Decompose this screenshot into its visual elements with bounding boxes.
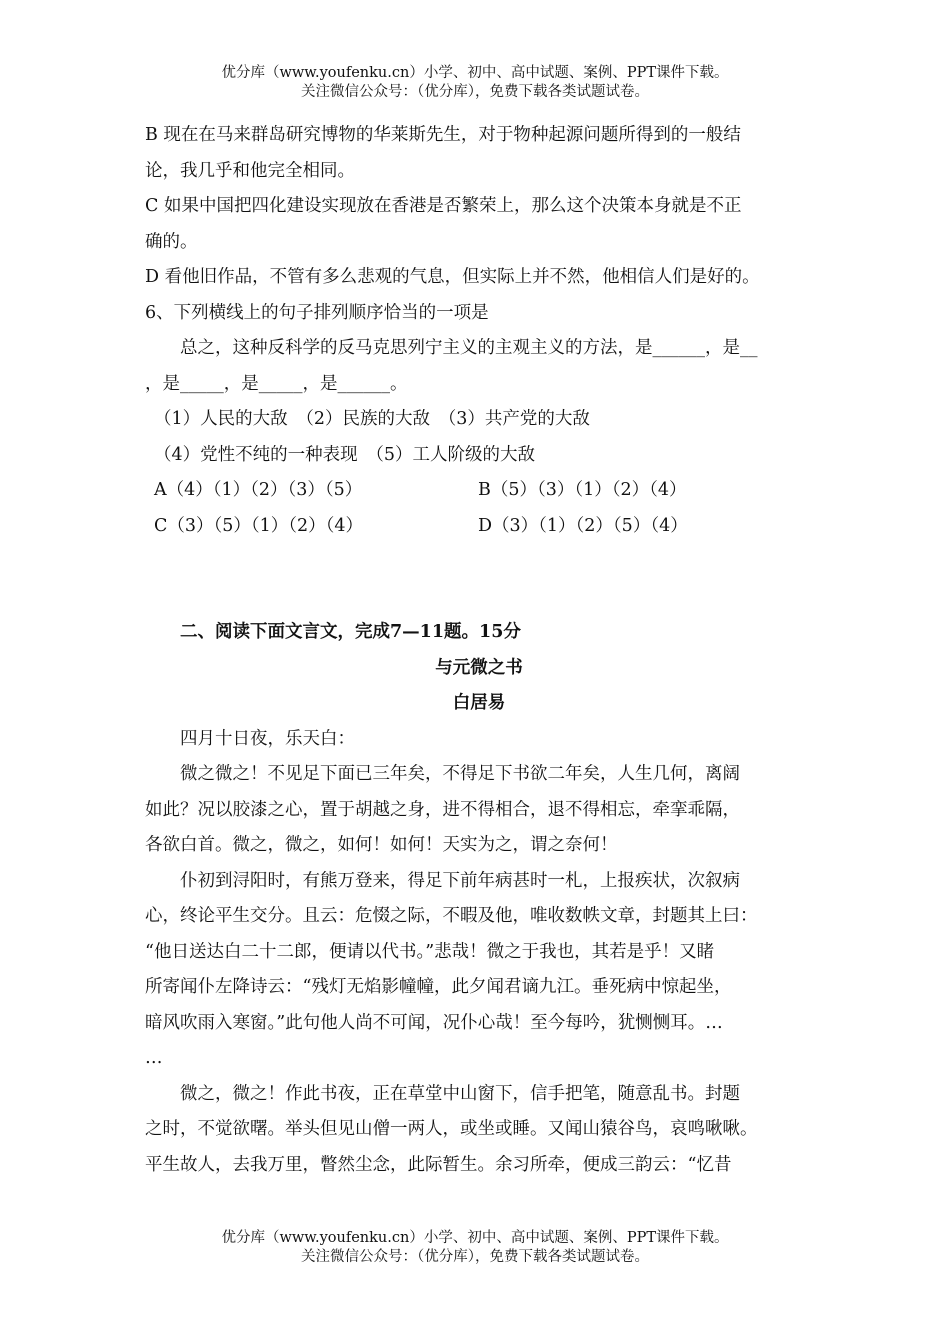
page-header: [0, 64, 950, 102]
q6-option-a: A（4）（1）（2）（3）（5）: [154, 480, 363, 500]
passage-line: “他日送达白二十二郎，便请以代书。”悲哉！微之于我也，其若是乎！又睹: [145, 941, 715, 962]
passage-line: 如此？况以胶漆之心，置于胡越之身，进不得相合，退不得相忘，牵挛乖隔，: [145, 799, 740, 820]
passage-title: 与元微之书: [435, 657, 523, 678]
footer-line-2: 关注微信公众号：（优分库），免费下载各类试题试卷。: [301, 1249, 649, 1265]
passage-line: 所寄闻仆左降诗云：“残灯无焰影幢幢，此夕闻君谪九江。垂死病中惊起坐，: [145, 977, 732, 997]
q5-option-c-line2: 确的。: [145, 231, 198, 252]
passage-line: …: [145, 1048, 163, 1068]
passage-line: 各欲白首。微之，微之，如何！如何！天实为之，谓之奈何！: [145, 835, 618, 855]
spacer: [145, 544, 813, 615]
q6-items-line1: （1）人民的大敌 （2）民族的大敌 （3）共产党的大敌: [154, 409, 590, 429]
q6-options-row2: [145, 509, 813, 545]
q6-option-b: B（5）（3）（1）（2）（4）: [478, 480, 687, 500]
passage-line: 之时，不觉欲曙。举头但见山僧一两人，或坐或睡。又闻山猿谷鸟，哀鸣啾啾。: [145, 1119, 758, 1139]
passage-line: 四月十日夜，乐天白：: [180, 728, 355, 749]
q6-sentence-line2: ，是_____，是_____，是______。: [145, 373, 408, 394]
section2-heading: 二、阅读下面文言文，完成7—11题。15分: [180, 622, 521, 642]
q6-options-row1: [145, 473, 813, 509]
page-footer: [0, 1229, 950, 1267]
header-line-1: 优分库（www.youfenku.cn）小学、初中、高中试题、案例、PPT课件下载。: [221, 65, 729, 81]
q5-option-b-line2: 论，我几乎和他完全相同。: [145, 160, 355, 181]
passage-line: 暗风吹雨入寒窗。”此句他人尚不可闻，况仆心哉！至今每吟，犹恻恻耳。…: [145, 1012, 723, 1033]
q5-option-c-line1: C 如果中国把四化建设实现放在香港是否繁荣上，那么这个决策本身就是不正: [145, 196, 742, 216]
passage-line: 微之，微之！作此书夜，正在草堂中山窗下，信手把笔，随意乱书。封题: [180, 1083, 740, 1104]
footer-line-1: 优分库（www.youfenku.cn）小学、初中、高中试题、案例、PPT课件下载。: [221, 1230, 729, 1246]
q6-option-c: C（3）（5）（1）（2）（4）: [154, 515, 364, 536]
q6-sentence-line1: 总之，这种反科学的反马克思列宁主义的主观主义的方法，是______，是__: [180, 338, 758, 358]
passage-line: 微之微之！不见足下面已三年矣，不得足下书欲二年矣，人生几何，离阔: [180, 764, 740, 784]
q5-option-b-line1: B 现在在马来群岛研究博物的华莱斯先生，对于物种起源问题所得到的一般结: [145, 125, 741, 145]
q5-option-d: D 看他旧作品，不管有多么悲观的气息，但实际上并不然，他相信人们是好的。: [145, 267, 760, 287]
document-body: [145, 118, 813, 1183]
passage-line: 平生故人，去我万里，瞥然尘念，此际暂生。余习所牵，便成三韵云：“忆昔: [145, 1154, 732, 1175]
q6-stem: 6、下列横线上的句子排列顺序恰当的一项是: [145, 302, 489, 323]
q6-items-line2: （4）党性不纯的一种表现 （5）工人阶级的大敌: [154, 444, 536, 465]
passage-line: 心，终论平生交分。且云：危惙之际，不暇及他，唯收数帙文章，封题其上曰：: [145, 906, 758, 926]
passage-author: 白居易: [452, 693, 506, 713]
passage-line: 仆初到浔阳时，有熊万登来，得足下前年病甚时一札，上报疾状，次叙病: [180, 870, 740, 891]
header-line-2: 关注微信公众号：（优分库），免费下载各类试题试卷。: [301, 84, 649, 100]
q6-option-d: D（3）（1）（2）（5）（4）: [478, 515, 688, 536]
